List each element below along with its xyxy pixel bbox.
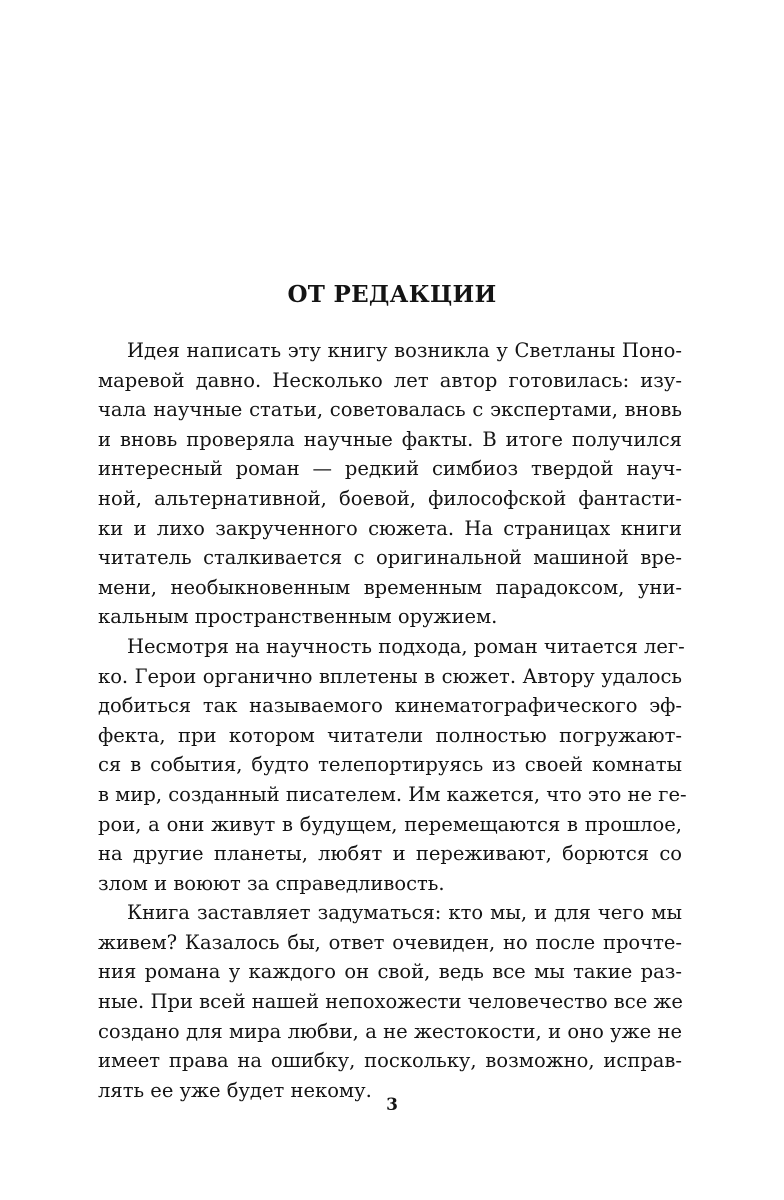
text-line: ся в события, будто телепортируясь из своей комнаты [98, 753, 682, 777]
text-line: на другие планеты, любят и переживают, борются со [98, 842, 682, 866]
text-line: чала научные статьи, советовалась с экспертами, вновь [98, 398, 682, 422]
text-line: и вновь проверяла научные факты. В итоге получился [98, 427, 682, 451]
text-line: живем? Казалось бы, ответ очевиден, но после прочте- [98, 930, 682, 954]
text-line: добиться так называемого кинематографического эф- [98, 694, 682, 718]
text-line: кальным пространственным оружием. [98, 605, 498, 629]
text-line: ной, альтернативной, боевой, философской фантасти- [98, 486, 682, 510]
text-line: ко. Герои органично вплетены в сюжет. Автору удалось [98, 664, 682, 688]
text-line: в мир, созданный писателем. Им кажется, что это не ге- [98, 782, 687, 806]
text-line: читатель сталкивается с оригинальной машиной вре- [98, 546, 682, 570]
text-line: мени, необыкновенным временным парадоксом, уни- [98, 575, 682, 599]
text-line: ки и лихо закрученного сюжета. На страницах книги [98, 516, 682, 540]
page-number: 3 [386, 1095, 398, 1115]
text-line: Несмотря на научность подхода, роман читается лег- [127, 634, 685, 658]
body-text [98, 336, 687, 1105]
text-line: маревой давно. Несколько лет автор готовилась: изу- [98, 368, 682, 392]
text-line: ные. При всей нашей непохожести человечество все же [98, 990, 683, 1014]
text-line: фекта, при котором читатели полностью погружают- [98, 723, 682, 747]
text-line: Книга заставляет задуматься: кто мы, и для чего мы [127, 901, 682, 925]
text-line: злом и воюют за справедливость. [98, 871, 445, 895]
text-line: создано для мира любви, а не жестокости, и оно уже не [98, 1019, 682, 1043]
text-line: имеет права на ошибку, поскольку, возможно, исправ- [98, 1049, 682, 1073]
text-line: рои, а они живут в будущем, перемещаются в прошлое, [98, 812, 682, 836]
text-line: лять ее уже будет некому. [98, 1078, 372, 1102]
text-line: Идея написать эту книгу возникла у Светланы Поно- [127, 339, 682, 362]
page-title: ОТ РЕДАКЦИИ [287, 281, 497, 308]
text-line: ния романа у каждого он свой, ведь все мы такие раз- [98, 960, 682, 984]
text-line: интересный роман — редкий симбиоз твердой науч- [98, 457, 682, 481]
